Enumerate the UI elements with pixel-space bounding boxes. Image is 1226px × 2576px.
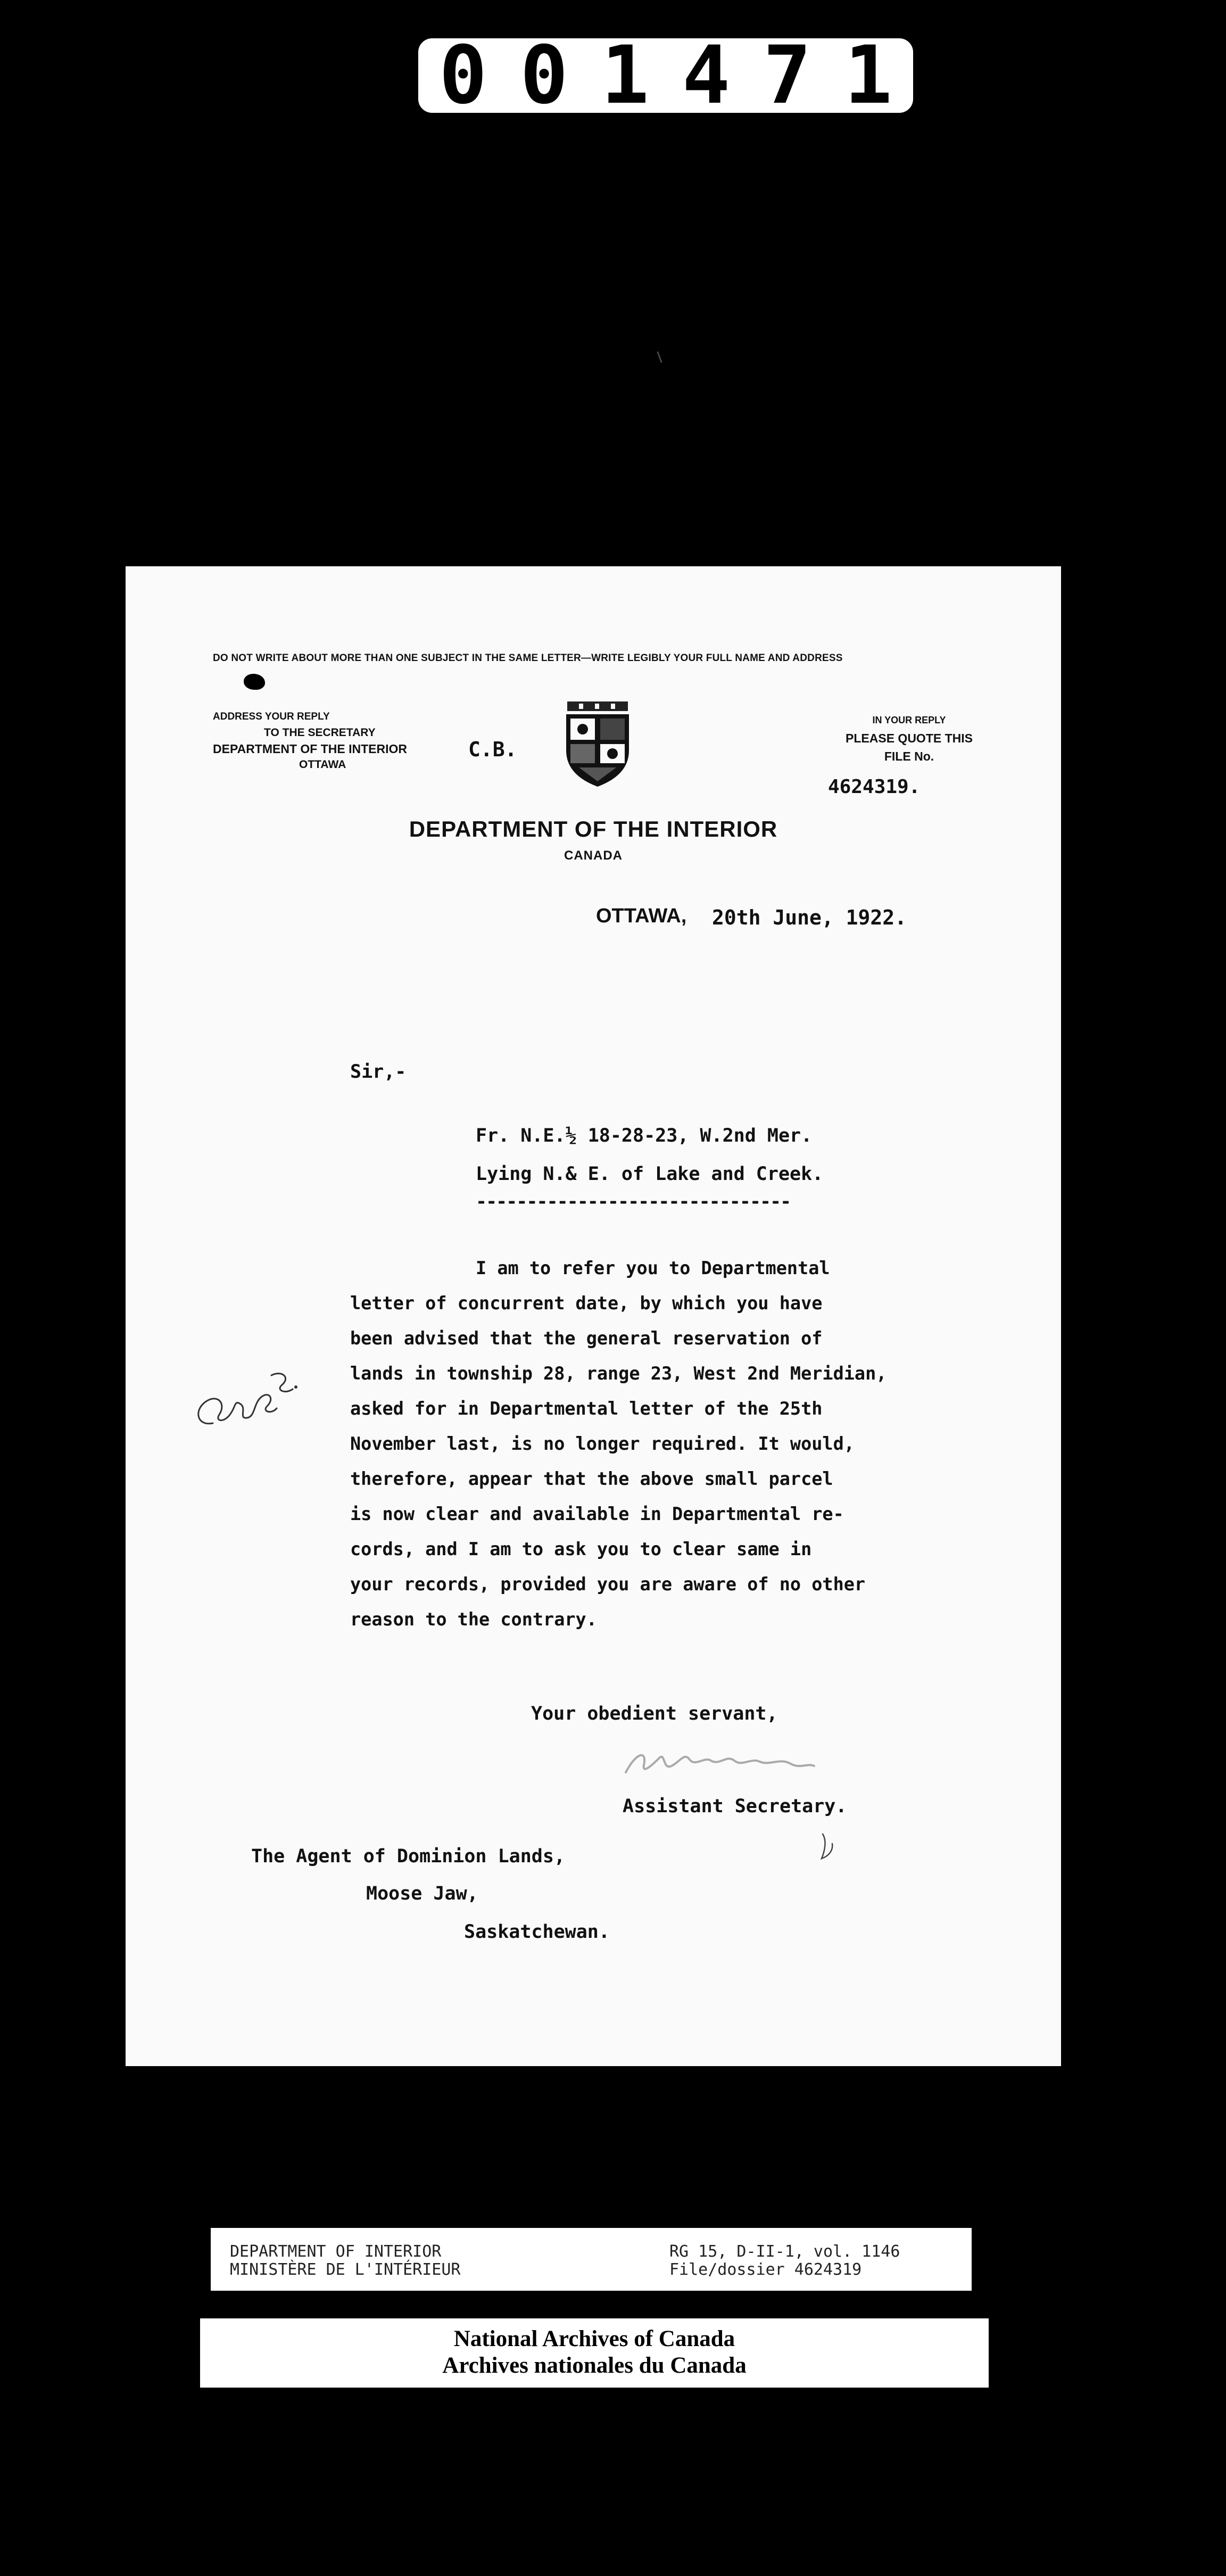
quote-file-block	[846, 711, 973, 765]
letter-page	[126, 566, 1061, 2066]
letter-body	[350, 1251, 887, 1637]
letter-place: OTTAWA,	[596, 905, 687, 927]
subject-line: Fr. N.E.½ 18-28-23, W.2nd Mer.	[476, 1125, 813, 1146]
coat-of-arms-icon	[563, 701, 632, 788]
address-reply-line: DEPARTMENT OF THE INTERIOR	[213, 742, 408, 756]
frame-number: 001471	[439, 29, 925, 122]
archive-department-line: MINISTÈRE DE L'INTÉRIEUR	[230, 2260, 461, 2279]
body-line: been advised that the general reservation of	[350, 1328, 823, 1349]
archive-reference	[669, 2243, 900, 2279]
signature	[620, 1741, 817, 1784]
body-line: your records, provided you are aware of no other	[350, 1574, 866, 1595]
archive-reference-line: RG 15, D-II-1, vol. 1146	[669, 2242, 900, 2261]
address-reply-line: OTTAWA	[299, 758, 346, 771]
addressee-line: The Agent of Dominion Lands,	[251, 1846, 566, 1867]
body-line: is now clear and available in Departmental re-	[350, 1504, 844, 1524]
letterhead-instruction: DO NOT WRITE ABOUT MORE THAN ONE SUBJECT IN THE SAME LETTER—WRITE LEGIBLY YOUR FULL NAME AND ADDRESS	[213, 653, 843, 664]
body-line: cords, and I am to ask you to clear same in	[350, 1539, 812, 1559]
body-line: November last, is no longer required. It would,	[350, 1433, 855, 1454]
body-line: therefore, appear that the above small parcel	[350, 1468, 833, 1489]
closing: Your obedient servant,	[531, 1703, 778, 1724]
letter-date: 20th June, 1922.	[712, 906, 907, 929]
address-reply-line: ADDRESS YOUR REPLY	[213, 711, 330, 722]
salutation: Sir,-	[350, 1061, 407, 1083]
handwritten-margin-note	[192, 1359, 303, 1439]
archive-banner-line: National Archives of Canada	[453, 2326, 735, 2351]
department-title: DEPARTMENT OF THE INTERIOR	[409, 816, 778, 841]
body-line: lands in township 28, range 23, West 2nd Meridian,	[350, 1363, 887, 1384]
archive-department-line: DEPARTMENT OF INTERIOR	[230, 2242, 442, 2261]
address-reply-line: TO THE SECRETARY	[264, 726, 376, 739]
body-line: I am to refer you to Departmental	[476, 1258, 830, 1278]
subject-line: Lying N.& E. of Lake and Creek.	[476, 1163, 824, 1185]
addressee-line: Saskatchewan.	[464, 1921, 610, 1943]
quote-line: FILE No.	[884, 749, 934, 763]
archive-reference-label	[211, 2228, 972, 2291]
department-country: CANADA	[564, 848, 623, 863]
archive-banner	[200, 2318, 989, 2388]
handwritten-tick	[817, 1830, 839, 1862]
body-line: reason to the contrary.	[350, 1609, 597, 1630]
signatory-title: Assistant Secretary.	[623, 1796, 847, 1817]
archive-department	[230, 2243, 460, 2279]
body-line: letter of concurrent date, by which you have	[350, 1293, 823, 1314]
frame-number-plate	[418, 29, 925, 122]
address-reply-block	[213, 709, 407, 773]
quote-line: IN YOUR REPLY	[872, 715, 946, 725]
subject-underline: -------------------------------	[476, 1191, 791, 1212]
stray-mark	[657, 351, 662, 363]
archive-banner-line: Archives nationales du Canada	[442, 2353, 747, 2378]
quote-line: PLEASE QUOTE THIS	[846, 731, 973, 745]
file-number: 4624319.	[828, 776, 921, 798]
ink-blot	[244, 674, 265, 690]
typist-initials: C.B.	[468, 738, 517, 761]
addressee-line: Moose Jaw,	[366, 1883, 478, 1904]
body-line: asked for in Departmental letter of the 25th	[350, 1398, 823, 1419]
archive-reference-line: File/dossier 4624319	[669, 2260, 862, 2279]
